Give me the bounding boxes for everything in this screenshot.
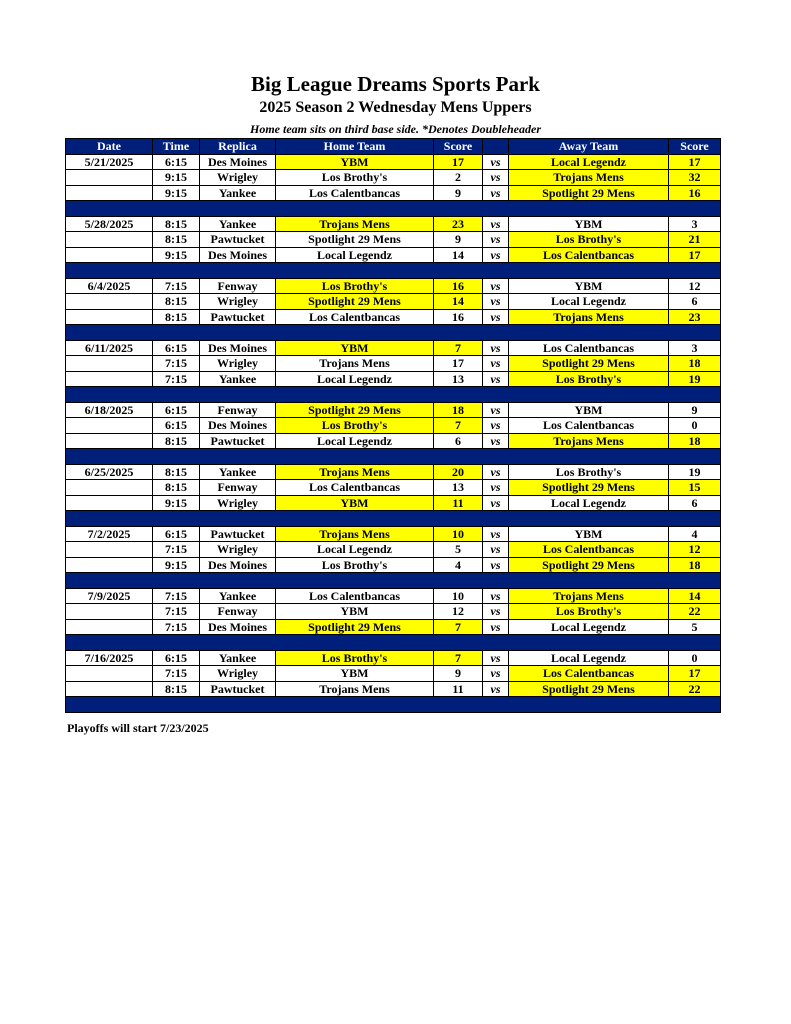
- table-row: [66, 247, 721, 263]
- away-score: 17: [669, 247, 721, 263]
- week-separator: [66, 697, 721, 713]
- away-team: YBM: [509, 278, 669, 294]
- home-team: Los Brothy's: [276, 278, 434, 294]
- game-date: [66, 170, 153, 186]
- away-score: 23: [669, 309, 721, 325]
- vs-label: vs: [483, 480, 509, 496]
- game-replica: Yankee: [200, 650, 276, 666]
- home-score: 23: [434, 216, 483, 232]
- table-row: [66, 418, 721, 434]
- home-score: 14: [434, 247, 483, 263]
- away-team: Trojans Mens: [509, 170, 669, 186]
- home-score: 18: [434, 402, 483, 418]
- home-team: Spotlight 29 Mens: [276, 619, 434, 635]
- game-time: 8:15: [153, 480, 200, 496]
- week-separator: [66, 449, 721, 465]
- game-date: [66, 371, 153, 387]
- table-row: [66, 588, 721, 604]
- game-date: [66, 666, 153, 682]
- home-team: Trojans Mens: [276, 681, 434, 697]
- away-score: 19: [669, 371, 721, 387]
- game-replica: Des Moines: [200, 154, 276, 170]
- page-subtitle: 2025 Season 2 Wednesday Mens Uppers: [259, 99, 532, 116]
- game-date: [66, 604, 153, 620]
- home-team: Local Legendz: [276, 433, 434, 449]
- home-team: YBM: [276, 604, 434, 620]
- away-score: 22: [669, 681, 721, 697]
- schedule-body: [66, 154, 721, 712]
- game-date: [66, 185, 153, 201]
- away-score: 32: [669, 170, 721, 186]
- home-team: Spotlight 29 Mens: [276, 402, 434, 418]
- schedule-note: Home team sits on third base side. *Denotes Doubleheader: [250, 122, 541, 136]
- game-date: 6/11/2025: [66, 340, 153, 356]
- away-score: 3: [669, 340, 721, 356]
- game-time: 6:15: [153, 154, 200, 170]
- vs-label: vs: [483, 356, 509, 372]
- table-row: [66, 433, 721, 449]
- separator-bar: [66, 573, 721, 589]
- game-replica: Fenway: [200, 402, 276, 418]
- game-date: [66, 542, 153, 558]
- away-score: 15: [669, 480, 721, 496]
- game-date: [66, 294, 153, 310]
- vs-label: vs: [483, 154, 509, 170]
- col-header-home-team: Home Team: [276, 139, 434, 155]
- home-team: Los Calentbancas: [276, 480, 434, 496]
- game-replica: Des Moines: [200, 418, 276, 434]
- vs-label: vs: [483, 650, 509, 666]
- home-team: YBM: [276, 340, 434, 356]
- table-row: [66, 526, 721, 542]
- separator-bar: [66, 387, 721, 403]
- away-team: Local Legendz: [509, 294, 669, 310]
- vs-label: vs: [483, 433, 509, 449]
- header-row: [66, 139, 721, 155]
- game-replica: Des Moines: [200, 557, 276, 573]
- week-separator: [66, 263, 721, 279]
- home-score: 16: [434, 278, 483, 294]
- game-time: 7:15: [153, 542, 200, 558]
- game-time: 8:15: [153, 433, 200, 449]
- table-row: [66, 464, 721, 480]
- separator-bar: [66, 325, 721, 341]
- away-team: Los Calentbancas: [509, 666, 669, 682]
- away-score: 0: [669, 418, 721, 434]
- game-time: 7:15: [153, 588, 200, 604]
- table-row: [66, 294, 721, 310]
- game-date: [66, 433, 153, 449]
- table-row: [66, 480, 721, 496]
- vs-label: vs: [483, 588, 509, 604]
- vs-label: vs: [483, 418, 509, 434]
- away-score: 9: [669, 402, 721, 418]
- home-team: Local Legendz: [276, 542, 434, 558]
- game-replica: Wrigley: [200, 542, 276, 558]
- vs-label: vs: [483, 185, 509, 201]
- away-team: Local Legendz: [509, 495, 669, 511]
- game-date: 6/4/2025: [66, 278, 153, 294]
- week-separator: [66, 387, 721, 403]
- away-team: Spotlight 29 Mens: [509, 681, 669, 697]
- schedule-table: [65, 138, 721, 713]
- vs-label: vs: [483, 464, 509, 480]
- game-time: 9:15: [153, 495, 200, 511]
- home-team: Spotlight 29 Mens: [276, 294, 434, 310]
- home-score: 4: [434, 557, 483, 573]
- game-time: 8:15: [153, 309, 200, 325]
- home-team: Los Brothy's: [276, 557, 434, 573]
- game-date: 6/25/2025: [66, 464, 153, 480]
- away-team: Local Legendz: [509, 619, 669, 635]
- home-team: Los Calentbancas: [276, 309, 434, 325]
- home-score: 17: [434, 154, 483, 170]
- home-team: Spotlight 29 Mens: [276, 232, 434, 248]
- playoffs-note: Playoffs will start 7/23/2025: [67, 721, 209, 735]
- home-score: 5: [434, 542, 483, 558]
- game-time: 6:15: [153, 418, 200, 434]
- separator-bar: [66, 201, 721, 217]
- game-replica: Pawtucket: [200, 681, 276, 697]
- table-row: [66, 278, 721, 294]
- away-team: Trojans Mens: [509, 309, 669, 325]
- away-score: 6: [669, 495, 721, 511]
- away-team: Spotlight 29 Mens: [509, 185, 669, 201]
- vs-label: vs: [483, 294, 509, 310]
- week-separator: [66, 573, 721, 589]
- home-team: Trojans Mens: [276, 356, 434, 372]
- game-replica: Wrigley: [200, 666, 276, 682]
- home-score: 2: [434, 170, 483, 186]
- away-score: 6: [669, 294, 721, 310]
- col-header-away-team: Away Team: [509, 139, 669, 155]
- game-replica: Des Moines: [200, 247, 276, 263]
- game-time: 9:15: [153, 247, 200, 263]
- game-time: 8:15: [153, 681, 200, 697]
- game-replica: Pawtucket: [200, 433, 276, 449]
- game-date: [66, 681, 153, 697]
- game-date: [66, 495, 153, 511]
- vs-label: vs: [483, 557, 509, 573]
- separator-bar: [66, 697, 721, 713]
- game-replica: Fenway: [200, 604, 276, 620]
- game-replica: Pawtucket: [200, 232, 276, 248]
- vs-label: vs: [483, 495, 509, 511]
- game-replica: Fenway: [200, 480, 276, 496]
- away-team: Los Brothy's: [509, 464, 669, 480]
- game-date: 5/21/2025: [66, 154, 153, 170]
- table-row: [66, 185, 721, 201]
- game-time: 8:15: [153, 464, 200, 480]
- game-replica: Yankee: [200, 216, 276, 232]
- game-time: 7:15: [153, 619, 200, 635]
- table-row: [66, 604, 721, 620]
- away-team: Los Brothy's: [509, 371, 669, 387]
- col-header-away-score: Score: [669, 139, 721, 155]
- table-row: [66, 542, 721, 558]
- home-score: 13: [434, 480, 483, 496]
- game-replica: Des Moines: [200, 619, 276, 635]
- away-score: 17: [669, 666, 721, 682]
- col-header-vs: [483, 139, 509, 155]
- game-replica: Des Moines: [200, 340, 276, 356]
- game-time: 9:15: [153, 557, 200, 573]
- home-score: 11: [434, 681, 483, 697]
- away-team: Los Calentbancas: [509, 542, 669, 558]
- home-score: 12: [434, 604, 483, 620]
- game-time: 7:15: [153, 278, 200, 294]
- home-team: Los Brothy's: [276, 170, 434, 186]
- game-date: 7/16/2025: [66, 650, 153, 666]
- week-separator: [66, 511, 721, 527]
- game-time: 8:15: [153, 232, 200, 248]
- home-team: Los Calentbancas: [276, 185, 434, 201]
- home-team: YBM: [276, 154, 434, 170]
- home-team: YBM: [276, 666, 434, 682]
- game-time: 8:15: [153, 294, 200, 310]
- game-replica: Yankee: [200, 185, 276, 201]
- separator-bar: [66, 635, 721, 651]
- col-header-date: Date: [66, 139, 153, 155]
- away-team: Local Legendz: [509, 650, 669, 666]
- separator-bar: [66, 263, 721, 279]
- home-score: 16: [434, 309, 483, 325]
- col-header-replica: Replica: [200, 139, 276, 155]
- game-time: 7:15: [153, 371, 200, 387]
- game-date: 5/28/2025: [66, 216, 153, 232]
- game-date: [66, 480, 153, 496]
- away-score: 0: [669, 650, 721, 666]
- away-team: Los Brothy's: [509, 232, 669, 248]
- home-team: Trojans Mens: [276, 464, 434, 480]
- table-row: [66, 170, 721, 186]
- away-team: Los Calentbancas: [509, 418, 669, 434]
- game-time: 6:15: [153, 402, 200, 418]
- vs-label: vs: [483, 232, 509, 248]
- table-row: [66, 309, 721, 325]
- away-score: 18: [669, 356, 721, 372]
- week-separator: [66, 635, 721, 651]
- game-date: 6/18/2025: [66, 402, 153, 418]
- table-row: [66, 619, 721, 635]
- game-date: [66, 232, 153, 248]
- separator-bar: [66, 511, 721, 527]
- home-score: 13: [434, 371, 483, 387]
- vs-label: vs: [483, 278, 509, 294]
- week-separator: [66, 325, 721, 341]
- table-row: [66, 557, 721, 573]
- table-row: [66, 650, 721, 666]
- page-title: Big League Dreams Sports Park: [251, 72, 540, 96]
- game-date: [66, 309, 153, 325]
- table-row: [66, 154, 721, 170]
- table-row: [66, 402, 721, 418]
- game-time: 7:15: [153, 356, 200, 372]
- game-time: 7:15: [153, 604, 200, 620]
- game-replica: Wrigley: [200, 294, 276, 310]
- home-score: 9: [434, 185, 483, 201]
- home-score: 6: [434, 433, 483, 449]
- away-score: 21: [669, 232, 721, 248]
- away-team: YBM: [509, 402, 669, 418]
- game-date: 7/2/2025: [66, 526, 153, 542]
- home-score: 7: [434, 619, 483, 635]
- table-row: [66, 495, 721, 511]
- game-replica: Yankee: [200, 464, 276, 480]
- home-team: YBM: [276, 495, 434, 511]
- vs-label: vs: [483, 666, 509, 682]
- vs-label: vs: [483, 371, 509, 387]
- week-separator: [66, 201, 721, 217]
- home-score: 14: [434, 294, 483, 310]
- home-team: Los Brothy's: [276, 418, 434, 434]
- game-date: [66, 619, 153, 635]
- home-team: Local Legendz: [276, 371, 434, 387]
- game-date: [66, 356, 153, 372]
- home-team: Trojans Mens: [276, 216, 434, 232]
- away-team: Spotlight 29 Mens: [509, 557, 669, 573]
- game-replica: Wrigley: [200, 356, 276, 372]
- game-replica: Wrigley: [200, 170, 276, 186]
- separator-bar: [66, 449, 721, 465]
- vs-label: vs: [483, 604, 509, 620]
- home-score: 17: [434, 356, 483, 372]
- game-date: [66, 418, 153, 434]
- home-score: 20: [434, 464, 483, 480]
- away-team: Los Brothy's: [509, 604, 669, 620]
- table-row: [66, 666, 721, 682]
- away-team: Trojans Mens: [509, 433, 669, 449]
- game-date: 7/9/2025: [66, 588, 153, 604]
- col-header-home-score: Score: [434, 139, 483, 155]
- away-score: 5: [669, 619, 721, 635]
- vs-label: vs: [483, 216, 509, 232]
- home-team: Local Legendz: [276, 247, 434, 263]
- away-team: YBM: [509, 216, 669, 232]
- table-row: [66, 216, 721, 232]
- away-score: 18: [669, 557, 721, 573]
- vs-label: vs: [483, 340, 509, 356]
- vs-label: vs: [483, 402, 509, 418]
- away-team: Los Calentbancas: [509, 247, 669, 263]
- away-score: 19: [669, 464, 721, 480]
- game-time: 6:15: [153, 340, 200, 356]
- game-time: 9:15: [153, 185, 200, 201]
- vs-label: vs: [483, 309, 509, 325]
- away-team: Spotlight 29 Mens: [509, 356, 669, 372]
- table-row: [66, 340, 721, 356]
- away-team: YBM: [509, 526, 669, 542]
- home-score: 7: [434, 418, 483, 434]
- table-row: [66, 356, 721, 372]
- col-header-time: Time: [153, 139, 200, 155]
- game-replica: Yankee: [200, 371, 276, 387]
- away-score: 3: [669, 216, 721, 232]
- table-row: [66, 371, 721, 387]
- away-score: 4: [669, 526, 721, 542]
- away-score: 17: [669, 154, 721, 170]
- home-team: Los Calentbancas: [276, 588, 434, 604]
- game-time: 9:15: [153, 170, 200, 186]
- away-score: 22: [669, 604, 721, 620]
- vs-label: vs: [483, 681, 509, 697]
- home-score: 10: [434, 588, 483, 604]
- vs-label: vs: [483, 247, 509, 263]
- game-date: [66, 557, 153, 573]
- home-score: 10: [434, 526, 483, 542]
- away-team: Los Calentbancas: [509, 340, 669, 356]
- vs-label: vs: [483, 170, 509, 186]
- game-replica: Wrigley: [200, 495, 276, 511]
- game-date: [66, 247, 153, 263]
- home-team: Trojans Mens: [276, 526, 434, 542]
- away-score: 12: [669, 542, 721, 558]
- away-score: 14: [669, 588, 721, 604]
- game-time: 6:15: [153, 526, 200, 542]
- game-time: 6:15: [153, 650, 200, 666]
- away-team: Trojans Mens: [509, 588, 669, 604]
- away-team: Local Legendz: [509, 154, 669, 170]
- away-score: 12: [669, 278, 721, 294]
- game-time: 7:15: [153, 666, 200, 682]
- vs-label: vs: [483, 619, 509, 635]
- home-score: 7: [434, 650, 483, 666]
- table-row: [66, 681, 721, 697]
- game-replica: Pawtucket: [200, 526, 276, 542]
- home-score: 9: [434, 232, 483, 248]
- home-score: 11: [434, 495, 483, 511]
- home-score: 7: [434, 340, 483, 356]
- table-row: [66, 232, 721, 248]
- game-time: 8:15: [153, 216, 200, 232]
- game-replica: Yankee: [200, 588, 276, 604]
- vs-label: vs: [483, 542, 509, 558]
- away-team: Spotlight 29 Mens: [509, 480, 669, 496]
- vs-label: vs: [483, 526, 509, 542]
- away-score: 16: [669, 185, 721, 201]
- home-score: 9: [434, 666, 483, 682]
- away-score: 18: [669, 433, 721, 449]
- game-replica: Fenway: [200, 278, 276, 294]
- home-team: Los Brothy's: [276, 650, 434, 666]
- game-replica: Pawtucket: [200, 309, 276, 325]
